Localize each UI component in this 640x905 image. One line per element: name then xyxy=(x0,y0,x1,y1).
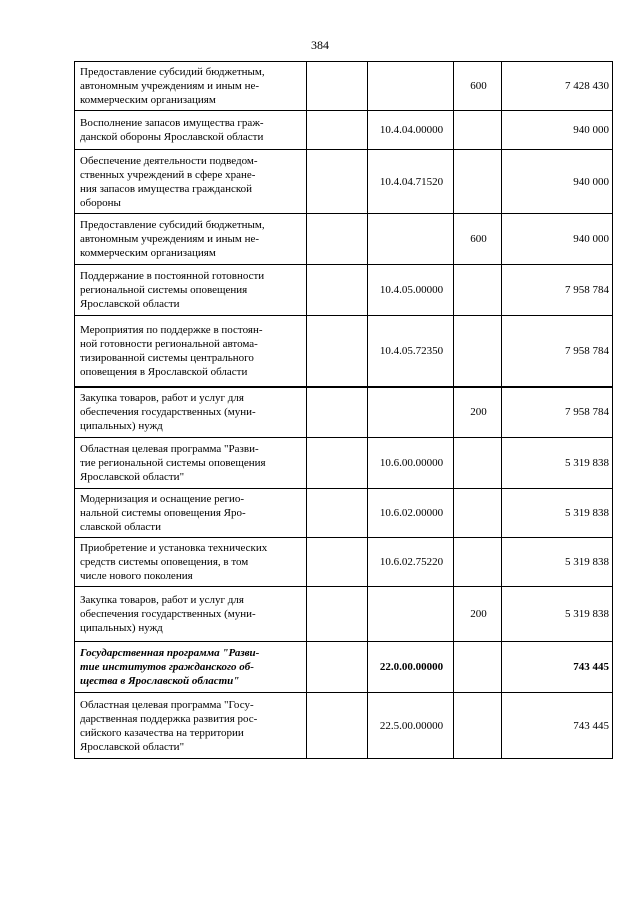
row-description-line: обеспечения государственных (муни- xyxy=(80,406,256,419)
row-description xyxy=(75,438,307,489)
table-row xyxy=(75,489,613,538)
row-blank-cell xyxy=(307,489,368,538)
row-description-line: Областная целевая программа "Разви- xyxy=(80,443,259,455)
row-description-line: тизированной системы центрального xyxy=(80,351,254,364)
table-row xyxy=(75,265,613,316)
row-description xyxy=(75,387,307,438)
row-code xyxy=(368,587,454,642)
table-row xyxy=(75,316,613,387)
row-description xyxy=(75,111,307,150)
table-row xyxy=(75,150,613,214)
row-expense-type xyxy=(454,693,502,759)
row-amount: 5 319 838 xyxy=(502,538,613,587)
row-expense-type: 200 xyxy=(454,587,502,642)
table-row xyxy=(75,387,613,438)
row-code: 10.6.02.00000 xyxy=(368,489,454,538)
row-amount: 7 958 784 xyxy=(502,387,613,438)
row-description-line: славской области xyxy=(80,521,161,533)
row-blank-cell xyxy=(307,62,368,111)
row-description-line: Закупка товаров, работ и услуг для xyxy=(80,392,244,405)
row-blank-cell xyxy=(307,642,368,693)
row-description-line: Ярославской области" xyxy=(80,471,185,483)
row-code: 10.4.05.72350 xyxy=(368,316,454,387)
row-description-line: Обеспечение деятельности подведом- xyxy=(80,154,258,167)
row-blank-cell xyxy=(307,214,368,265)
budget-table-body xyxy=(75,62,613,759)
row-code: 10.6.00.00000 xyxy=(368,438,454,489)
row-blank-cell xyxy=(307,438,368,489)
row-description-line: ципальных) нужд xyxy=(80,622,163,634)
row-description xyxy=(75,587,307,642)
table-row xyxy=(75,214,613,265)
row-description-line: дарственная поддержка развития рос- xyxy=(80,712,258,725)
row-code xyxy=(368,214,454,265)
row-expense-type: 600 xyxy=(454,62,502,111)
row-expense-type xyxy=(454,265,502,316)
row-description-line: Предоставление субсидий бюджетным, xyxy=(80,66,265,78)
row-blank-cell xyxy=(307,265,368,316)
row-amount: 5 319 838 xyxy=(502,587,613,642)
row-code: 10.4.04.71520 xyxy=(368,150,454,214)
row-description xyxy=(75,489,307,538)
row-expense-type xyxy=(454,642,502,693)
row-blank-cell xyxy=(307,693,368,759)
row-amount: 940 000 xyxy=(502,214,613,265)
row-amount: 7 428 430 xyxy=(502,62,613,111)
row-description-line: Поддержание в постоянной готовности xyxy=(80,270,265,282)
row-expense-type xyxy=(454,538,502,587)
row-description-line: Ярославской области" xyxy=(80,740,185,753)
row-description-line: нальной системы оповещения Яро- xyxy=(80,507,246,519)
table-row xyxy=(75,62,613,111)
row-description xyxy=(75,538,307,587)
row-description-line: обеспечения государственных (муни- xyxy=(80,608,256,620)
row-description-line: автономным учреждениям и иным не- xyxy=(80,80,260,92)
row-expense-type xyxy=(454,316,502,387)
row-description-line: Государственная программа "Разви- xyxy=(80,647,260,659)
row-description-line: сийского казачества на территории xyxy=(80,726,244,739)
row-description-line: Мероприятия по поддержке в постоян- xyxy=(80,323,263,336)
row-description xyxy=(75,642,307,693)
row-code: 10.4.05.00000 xyxy=(368,265,454,316)
row-description-line: Ярославской области xyxy=(80,298,180,310)
row-blank-cell xyxy=(307,316,368,387)
table-row xyxy=(75,642,613,693)
row-description xyxy=(75,316,307,387)
row-amount: 940 000 xyxy=(502,150,613,214)
page-number: 384 xyxy=(311,38,329,52)
row-description-line: щества в Ярославской области" xyxy=(80,675,240,687)
row-description xyxy=(75,150,307,214)
row-description-line: оповещения в Ярославской области xyxy=(80,365,248,378)
row-description-line: числе нового поколения xyxy=(80,570,193,582)
row-expense-type: 200 xyxy=(454,387,502,438)
row-description-line: тие региональной системы оповещения xyxy=(80,457,266,469)
row-expense-type: 600 xyxy=(454,214,502,265)
row-description-line: Приобретение и установка технических xyxy=(80,542,268,554)
row-description-line: коммерческим организациям xyxy=(80,94,216,106)
row-description-line: ной готовности региональной автома- xyxy=(80,337,258,350)
row-description-line: региональной системы оповещения xyxy=(80,284,248,296)
row-amount: 743 445 xyxy=(502,693,613,759)
row-expense-type xyxy=(454,150,502,214)
row-description-line: ципальных) нужд xyxy=(80,420,163,433)
row-description-line: тие институтов гражданского об- xyxy=(80,661,254,673)
row-code: 10.4.04.00000 xyxy=(368,111,454,150)
row-description-line: ственных учреждений в сфере хране- xyxy=(80,168,256,181)
row-description-line: Модернизация и оснащение регио- xyxy=(80,493,245,505)
table-row xyxy=(75,538,613,587)
row-description-line: Предоставление субсидий бюджетным, xyxy=(80,219,265,231)
row-amount: 7 958 784 xyxy=(502,316,613,387)
row-description-line: данской обороны Ярославской области xyxy=(80,131,264,143)
row-description-line: обороны xyxy=(80,196,121,209)
row-code xyxy=(368,387,454,438)
row-description xyxy=(75,693,307,759)
row-expense-type xyxy=(454,111,502,150)
row-code xyxy=(368,62,454,111)
table-row xyxy=(75,587,613,642)
row-blank-cell xyxy=(307,111,368,150)
row-amount: 5 319 838 xyxy=(502,489,613,538)
table-row xyxy=(75,438,613,489)
row-description xyxy=(75,265,307,316)
row-description-line: Восполнение запасов имущества граж- xyxy=(80,117,264,129)
row-amount: 743 445 xyxy=(502,642,613,693)
budget-table xyxy=(74,61,613,759)
row-expense-type xyxy=(454,489,502,538)
row-amount: 940 000 xyxy=(502,111,613,150)
row-description-line: коммерческим организациям xyxy=(80,247,216,259)
row-code: 10.6.02.75220 xyxy=(368,538,454,587)
row-code: 22.5.00.00000 xyxy=(368,693,454,759)
row-blank-cell xyxy=(307,387,368,438)
row-description-line: Закупка товаров, работ и услуг для xyxy=(80,594,244,606)
row-description-line: средств системы оповещения, в том xyxy=(80,556,249,568)
row-code: 22.0.00.00000 xyxy=(368,642,454,693)
table-row xyxy=(75,693,613,759)
table-row xyxy=(75,111,613,150)
row-description-line: ния запасов имущества гражданской xyxy=(80,182,253,195)
row-description xyxy=(75,62,307,111)
row-amount: 7 958 784 xyxy=(502,265,613,316)
row-description xyxy=(75,214,307,265)
row-blank-cell xyxy=(307,587,368,642)
row-description-line: автономным учреждениям и иным не- xyxy=(80,233,260,245)
row-expense-type xyxy=(454,438,502,489)
row-blank-cell xyxy=(307,150,368,214)
row-description-line: Областная целевая программа "Госу- xyxy=(80,698,254,711)
row-blank-cell xyxy=(307,538,368,587)
row-amount: 5 319 838 xyxy=(502,438,613,489)
